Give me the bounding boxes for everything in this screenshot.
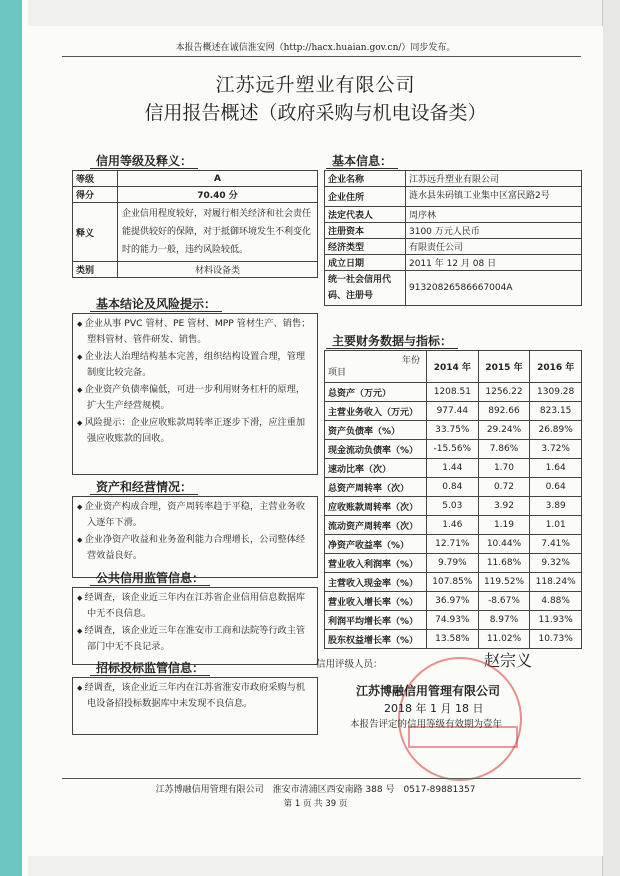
basic-value: 江苏远升塑业有限公司: [406, 171, 582, 187]
conclusion-heading: 基本结论及风险提示：: [90, 295, 222, 312]
finance-row: [325, 459, 582, 478]
finance-row-label: 主营业务收入（万元）: [325, 402, 427, 421]
report-title-type: 信用报告概述（政府采购与机电设备类）: [144, 102, 487, 124]
finance-cell: 3.92: [478, 497, 530, 516]
basic-value: 3100 万元人民币: [406, 223, 582, 239]
finance-row: [325, 554, 582, 573]
conclusion-item: ◆ 企业资产负债率偏低，可进一步利用财务杠杆的原理，扩大生产经营规模。: [77, 382, 313, 414]
analyst-label: 信用评级人员：: [316, 659, 383, 670]
finance-cell: 11.02%: [478, 630, 530, 649]
finance-cell: 119.52%: [478, 573, 530, 592]
finance-cell: 10.44%: [478, 535, 530, 554]
finance-row: [325, 440, 582, 459]
finance-cell: 1.44: [427, 459, 479, 478]
report-date: 2018 年 1 月 18 日: [384, 702, 484, 715]
report-page: [28, 26, 603, 856]
grade-value: A: [118, 171, 318, 187]
finance-row-label: 主营收入现金率（%）: [325, 573, 427, 592]
public-heading: 公共信用监管信息：: [90, 569, 210, 586]
basic-label: 统一社会信用代码、注册号: [325, 271, 406, 306]
rating-heading: 信用等级及释义：: [90, 152, 198, 169]
publish-notice: 本报告概述在诚信淮安网（http://hacx.huaian.gov.cn/）同步发布。: [175, 43, 456, 53]
page-number: 第 1 页 共 39 页: [283, 799, 348, 809]
finance-cell: 13.58%: [427, 630, 479, 649]
finance-cell: 1.01: [530, 516, 582, 535]
finance-row: [325, 630, 582, 649]
conclusion-box: [72, 313, 318, 475]
finance-row: [325, 516, 582, 535]
agency-name: 江苏博融信用管理有限公司: [356, 684, 501, 698]
score-label: 得分: [73, 187, 118, 203]
finance-cell: 107.85%: [427, 573, 479, 592]
finance-cell: 11.93%: [530, 611, 582, 630]
basic-label: 成立日期: [325, 255, 406, 271]
finance-cell: 823.15: [530, 402, 582, 421]
right-edge: [602, 0, 620, 876]
finance-row: [325, 592, 582, 611]
asset-heading: 资产和经营情况：: [90, 478, 198, 495]
category-value: 材料设备类: [118, 262, 318, 278]
finance-row-label: 应收账款周转率（次）: [325, 497, 427, 516]
finance-row-label: 速动比率（次）: [325, 459, 427, 478]
finance-cell: 26.89%: [530, 421, 582, 440]
basic-value: 涟水县朱码镇工业集中区富民路2号: [406, 187, 582, 207]
public-item: ◆ 经调查，该企业近三年内在江苏省企业信用信息数据库中无不良信息。: [77, 590, 313, 622]
finance-cell: 0.64: [530, 478, 582, 497]
finance-cell: 33.75%: [427, 421, 479, 440]
finance-cell: -8.67%: [478, 592, 530, 611]
conclusion-item: ◆ 风险提示：企业应收账款周转率正逐步下滑，应注重加强应收账款的回收。: [77, 415, 313, 447]
finance-cell: 3.89: [530, 497, 582, 516]
grade-label: 等级: [73, 171, 118, 187]
finance-row-label: 总资产周转率（次）: [325, 478, 427, 497]
asset-box: [72, 496, 318, 578]
finance-cell: 5.03: [427, 497, 479, 516]
finance-corner: [325, 351, 427, 383]
footer-rule: [62, 778, 581, 779]
finance-cell: 9.32%: [530, 554, 582, 573]
report-title-company: 江苏远升塑业有限公司: [215, 74, 416, 96]
year-col: 2015 年: [478, 351, 530, 383]
finance-row-label: 净资产收益率（%）: [325, 535, 427, 554]
meaning-value: 企业信用程度较好，对履行相关经济和社会责任能提供较好的保障，对于抵御环境发生不利变化时的能力一般，违约风险较低。: [118, 203, 318, 262]
finance-cell: 1.64: [530, 459, 582, 478]
bid-heading: 招标投标监管信息：: [90, 659, 210, 676]
rating-table: [72, 170, 318, 278]
finance-row: [325, 535, 582, 554]
finance-cell: 1.70: [478, 459, 530, 478]
finance-row-label: 总资产（万元）: [325, 383, 427, 402]
finance-cell: -15.56%: [427, 440, 479, 459]
finance-row-label: 利润平均增长率（%）: [325, 611, 427, 630]
finance-row: [325, 611, 582, 630]
finance-heading: 主要财务数据与指标：: [326, 332, 458, 349]
finance-row: [325, 497, 582, 516]
asset-item: ◆ 企业资产构成合理，资产周转率趋于平稳，主营业务收入逐年下滑。: [77, 499, 313, 531]
finance-cell: 29.24%: [478, 421, 530, 440]
finance-row: [325, 383, 582, 402]
bid-box: [72, 677, 318, 735]
finance-row-label: 流动资产周转率（次）: [325, 516, 427, 535]
finance-cell: 10.73%: [530, 630, 582, 649]
basic-label: 注册资本: [325, 223, 406, 239]
basic-label: 企业名称: [325, 171, 406, 187]
top-rule: [62, 56, 581, 57]
footer-address: 江苏博融信用管理有限公司 淮安市清浦区西安南路 388 号 0517-89881357: [155, 785, 476, 795]
finance-row: [325, 421, 582, 440]
basic-info-table: [324, 170, 582, 306]
finance-row-label: 资产负债率（%）: [325, 421, 427, 440]
finance-cell: 1208.51: [427, 383, 479, 402]
basic-label: 企业住所: [325, 187, 406, 207]
basic-value: 有限责任公司: [406, 239, 582, 255]
finance-cell: 36.97%: [427, 592, 479, 611]
finance-cell: 0.72: [478, 478, 530, 497]
finance-row: [325, 478, 582, 497]
score-value: 70.40 分: [118, 187, 318, 203]
finance-cell: 0.84: [427, 478, 479, 497]
finance-cell: 8.97%: [478, 611, 530, 630]
finance-cell: 7.86%: [478, 440, 530, 459]
finance-row-label: 营业收入增长率（%）: [325, 592, 427, 611]
finance-row-label: 股东权益增长率（%）: [325, 630, 427, 649]
year-col: 2016 年: [530, 351, 582, 383]
finance-table: [324, 350, 582, 649]
conclusion-item: ◆ 企业从事 PVC 管材、PE 管材、MPP 管材生产、销售；塑料管材、管件研发、销售。: [77, 316, 313, 348]
basic-value: 91320826586667004A: [406, 271, 582, 306]
bid-item: ◆ 经调查，该企业近三年内在江苏省淮安市政府采购与机电设备招投标数据库中未发现不良信息。: [77, 680, 313, 712]
year-header: 年份: [401, 355, 420, 366]
public-box: [72, 587, 318, 665]
finance-cell: 9.79%: [427, 554, 479, 573]
finance-cell: 1309.28: [530, 383, 582, 402]
finance-cell: 1.19: [478, 516, 530, 535]
finance-cell: 7.41%: [530, 535, 582, 554]
finance-row-label: 现金流动负债率（%）: [325, 440, 427, 459]
finance-cell: 892.66: [478, 402, 530, 421]
finance-cell: 74.93%: [427, 611, 479, 630]
category-label: 类别: [73, 262, 118, 278]
year-col: 2014 年: [427, 351, 479, 383]
conclusion-item: ◆ 企业法人治理结构基本完善，组织结构设置合理，管理制度比较完备。: [77, 349, 313, 381]
finance-cell: 977.44: [427, 402, 479, 421]
meaning-label: 释义: [73, 203, 118, 262]
basic-label: 法定代表人: [325, 207, 406, 223]
basic-heading: 基本信息：: [326, 152, 398, 169]
asset-item: ◆ 企业净资产收益和业务盈利能力合理增长，公司整体经营效益良好。: [77, 532, 313, 564]
basic-value: 2011 年 12 月 08 日: [406, 255, 582, 271]
finance-row-label: 营业收入利润率（%）: [325, 554, 427, 573]
finance-cell: 1.46: [427, 516, 479, 535]
finance-cell: 118.24%: [530, 573, 582, 592]
basic-value: 周序林: [406, 207, 582, 223]
validity-note: 本报告评定的信用等级有效期为壹年: [350, 719, 503, 730]
finance-cell: 4.88%: [530, 592, 582, 611]
analyst-signature: 赵宗义: [484, 651, 533, 670]
finance-cell: 12.71%: [427, 535, 479, 554]
finance-cell: 11.68%: [478, 554, 530, 573]
finance-cell: 3.72%: [530, 440, 582, 459]
left-edge: [0, 0, 28, 876]
finance-row: [325, 573, 582, 592]
basic-label: 经济类型: [325, 239, 406, 255]
item-header: 项目: [328, 367, 347, 378]
finance-cell: 1256.22: [478, 383, 530, 402]
public-item: ◆ 经调查，该企业近三年在淮安市工商和法院等行政主管部门中无不良记录。: [77, 623, 313, 655]
finance-row: [325, 402, 582, 421]
